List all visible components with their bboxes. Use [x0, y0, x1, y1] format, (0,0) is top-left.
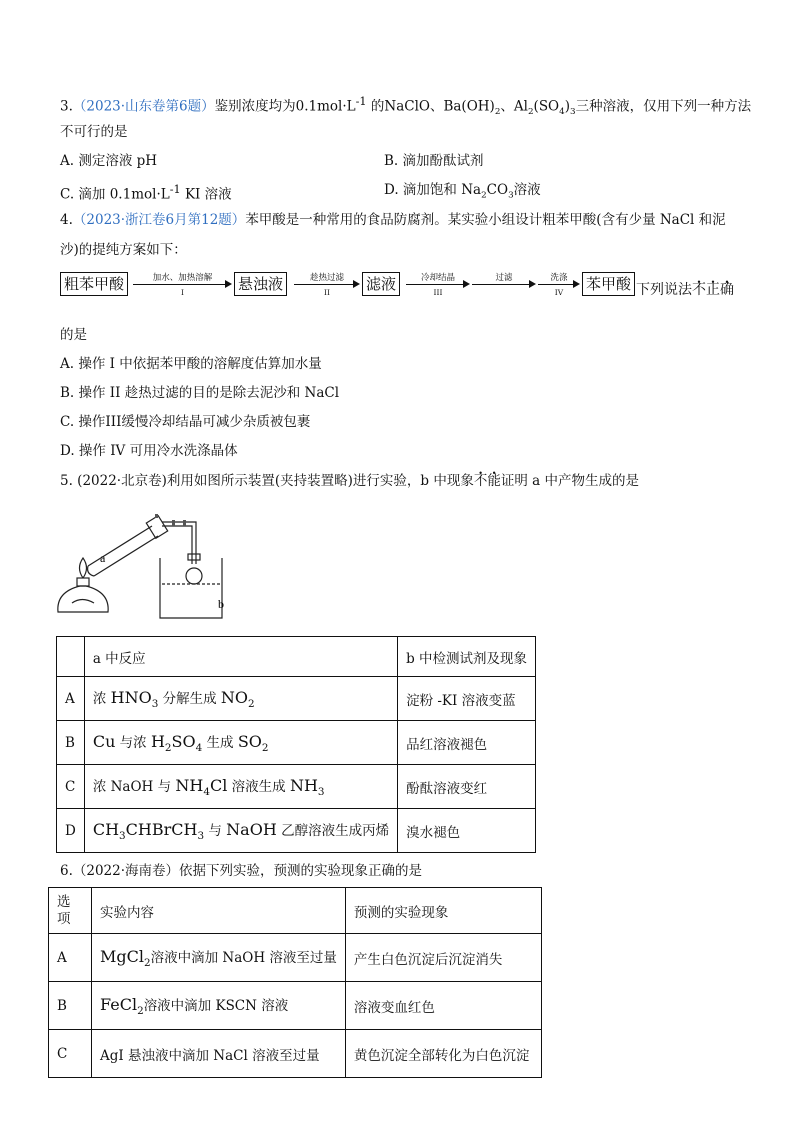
emphasis-dots: 不正确 [692, 282, 734, 298]
label-b: b [218, 597, 224, 611]
q5-stem: 5. (2022·北京卷)利用如图所示装置(夹持装置略)进行实验，b 中现象不能证明 a 中产物生成的是 [60, 473, 639, 489]
q6-stem: 6.（2022·海南卷）依据下列实验，预测的实验现象正确的是 [60, 863, 423, 879]
flow-step-2: 趁热过滤 II [294, 272, 360, 298]
table-row: D $CH_3CHBrCH_3$ 与 NaOH 乙醇溶液生成丙烯 溴水褪色 [57, 809, 536, 853]
q3-option-a: A. 测定溶液 pH [60, 153, 158, 169]
flow-box-suspension: 悬浊液 [234, 272, 287, 296]
table-header-row: a 中反应 b 中检测试剂及现象 [57, 637, 536, 677]
table-row: B FeCl$_2$溶液中滴加 KSCN 溶液 溶液变血红色 [49, 982, 542, 1030]
q4-option-d: D. 操作 IV 可用冷水洗涤晶体 [60, 443, 238, 459]
table-row: B Cu 与浓 $H_2SO_4$ 生成 $SO_2$ 品红溶液褪色 [57, 721, 536, 765]
table-row: C 浓 NaOH 与 $NH_4Cl$ 溶液生成 $NH_3$ 酚酞溶液变红 [57, 765, 536, 809]
q4-stem-line3: 的是 [60, 327, 87, 343]
q5-table [56, 636, 536, 853]
q4-stem-line2: 沙)的提纯方案如下： [60, 242, 187, 258]
q3-number: 3. [60, 98, 73, 115]
q3-source[interactable]: （2023·山东卷第6题） [72, 98, 215, 115]
flow-step-3: 冷却结晶 III [406, 272, 470, 298]
q6-table [48, 887, 542, 1078]
flow-box-product: 苯甲酸 [582, 272, 635, 296]
q4-option-b: B. 操作 II 趁热过滤的目的是除去泥沙和 NaCl [60, 385, 340, 401]
label-a: a [100, 551, 106, 565]
q4-source[interactable]: （2023·浙江卷6月第12题） [72, 212, 246, 228]
table-row: C AgI 悬浊液中滴加 NaCl 溶液至过量 黄色沉淀全部转化为白色沉淀 [49, 1030, 542, 1078]
q4-option-a: A. 操作 I 中依据苯甲酸的溶解度估算加水量 [60, 356, 322, 372]
q3-option-b: B. 滴加酚酞试剂 [384, 153, 484, 169]
table-row: A MgCl$_2$溶液中滴加 NaOH 溶液至过量 产生白色沉淀后沉淀消失 [49, 934, 542, 982]
q4-stem-line1: 4.（2023·浙江卷6月第12题）苯甲酸是一种常用的食品防腐剂。某实验小组设计粗苯甲酸(含有少量 NaCl 和泥 [60, 212, 726, 228]
flow-step-4: 过滤 [472, 272, 536, 298]
q4-number: 4. [60, 212, 73, 228]
flow-box-crude: 粗苯甲酸 [60, 272, 128, 296]
table-row: A 浓 $HNO_3$ 分解生成 $NO_2$ 淀粉 -KI 溶液变蓝 [57, 677, 536, 721]
q3-stem-line1: 3.（2023·山东卷第6题）鉴别浓度均为$0.1mol\cdot L^{-1}$ 的NaClO、$Ba(OH)_2$、$Al_2(SO_4)_3$三种溶液，仅用下列一种方法 [60, 95, 752, 118]
emphasis-dots: 不能 [473, 473, 501, 489]
table-header-row: 选项 实验内容 预测的实验现象 [49, 888, 542, 934]
flow-step-1: 加水、加热溶解 I [133, 272, 232, 298]
q3-stem-line2: 不可行的是 [60, 124, 128, 140]
flow-step-5: 洗涤 IV [538, 272, 580, 298]
apparatus-figure [52, 500, 252, 630]
q3-option-d: D. 滴加饱和 $Na_2CO_3$溶液 [384, 182, 541, 201]
q3-option-c: C. 滴加 $0.1mol\cdot L^{-1}$ KI 溶液 [60, 183, 232, 203]
q4-option-c: C. 操作III缓慢冷却结晶可减少杂质被包裹 [60, 414, 311, 430]
flow-box-filtrate: 滤液 [362, 272, 400, 296]
q4-stem-after-flow: 下列说法不正确 [636, 282, 734, 298]
